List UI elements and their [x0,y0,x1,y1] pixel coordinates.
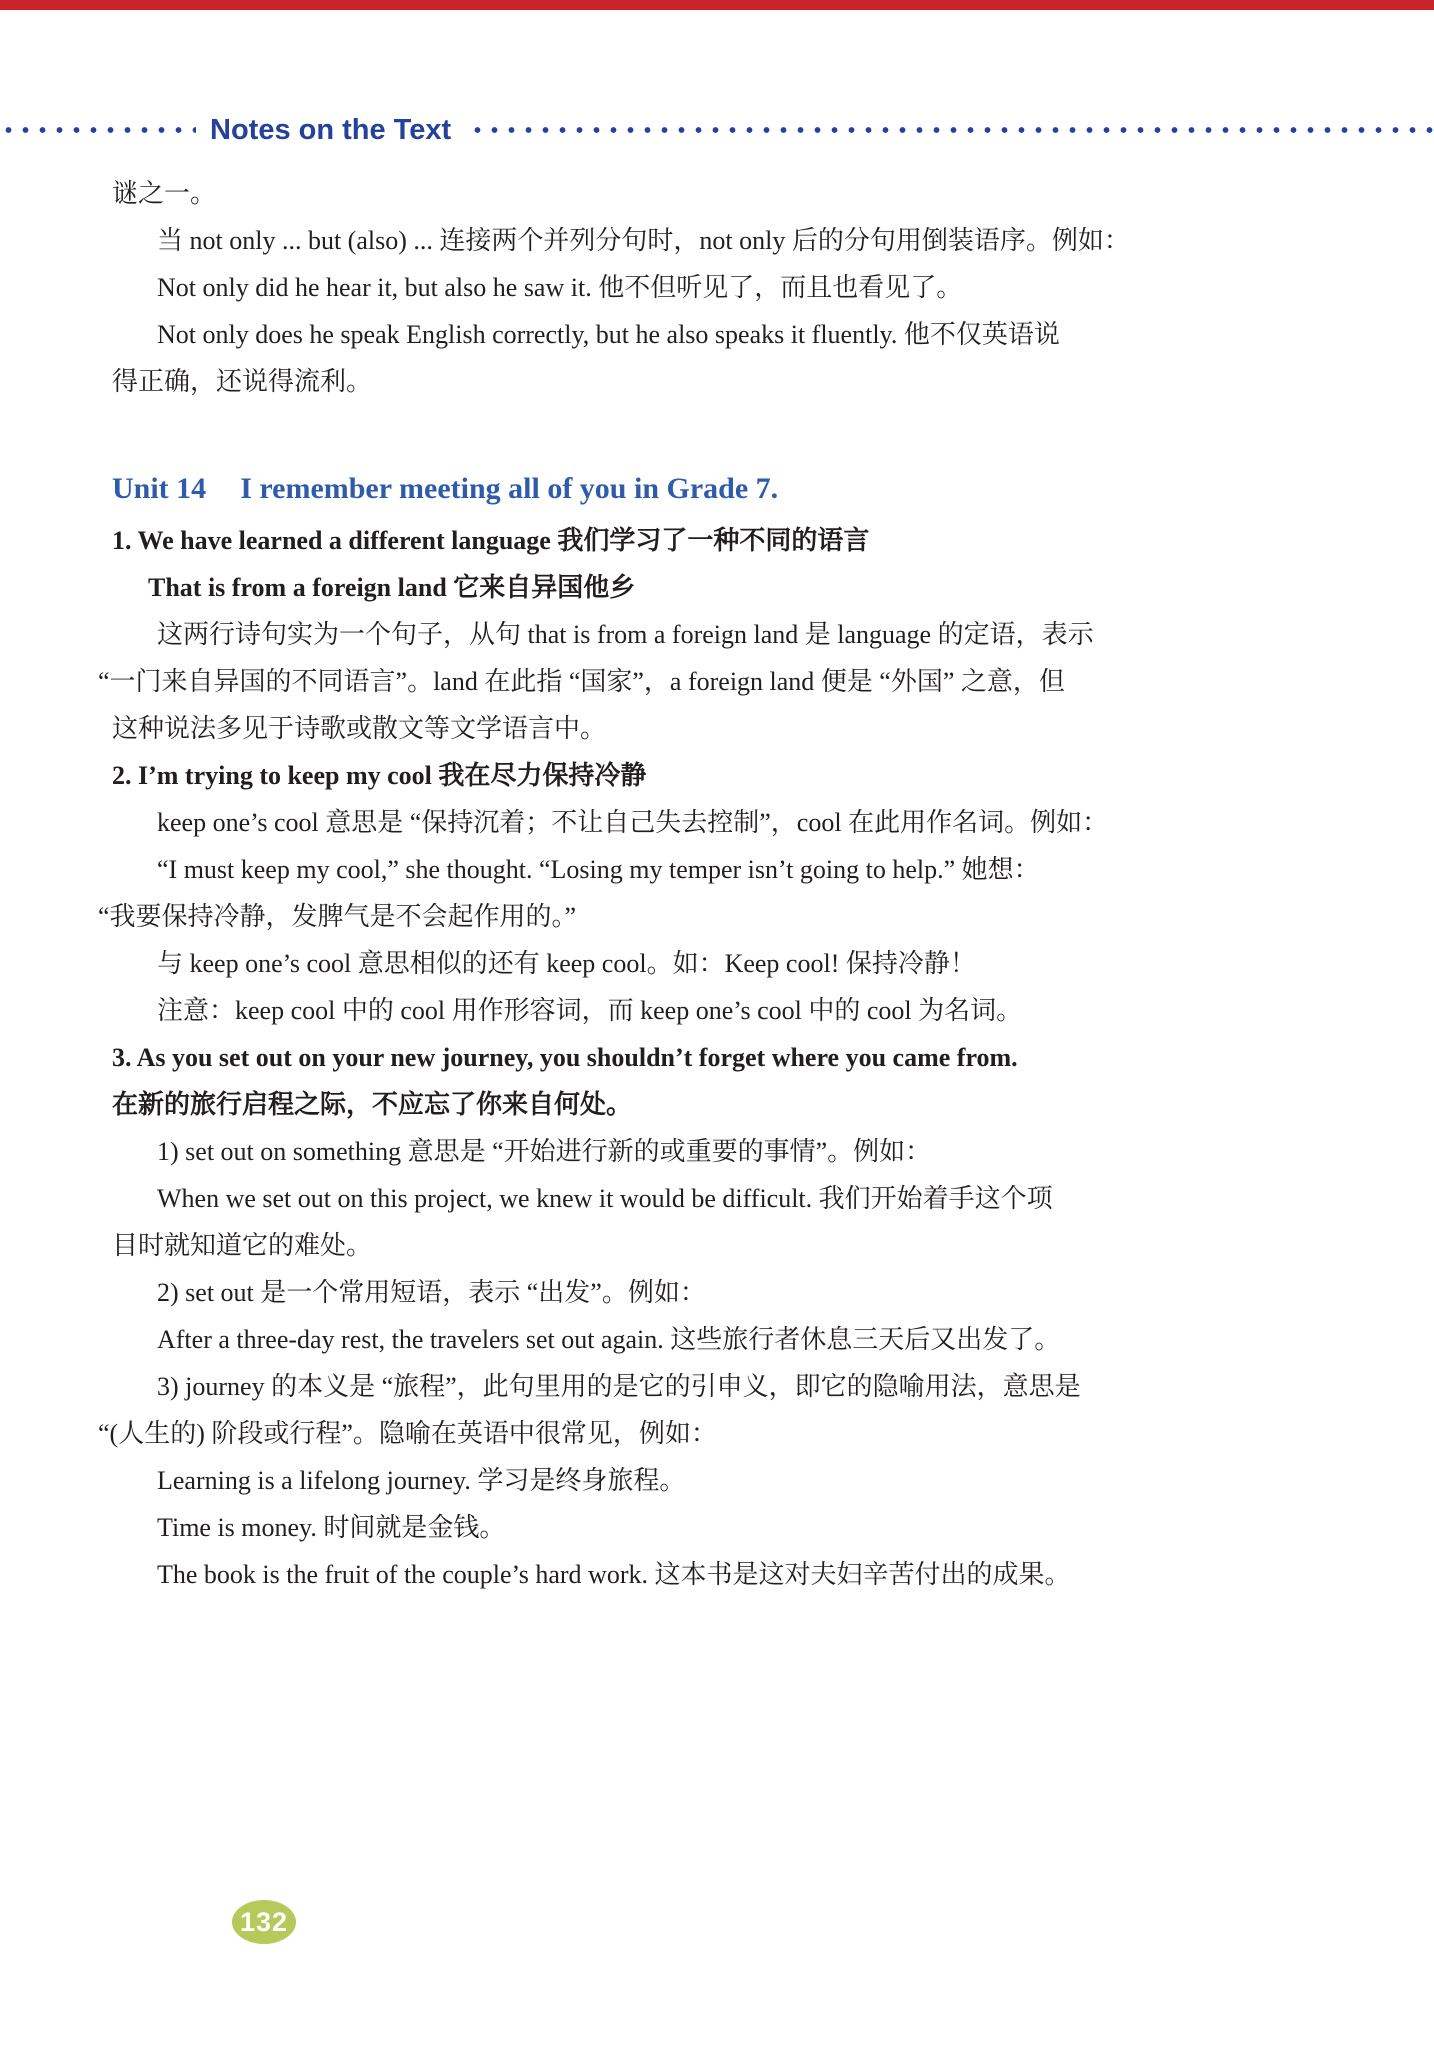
unit-heading [112,467,1342,511]
note-heading: 1. We have learned a different language 我们学习了一种不同的语言 [112,526,870,555]
text-line: Learning is a lifelong journey. 学习是终身旅程。 [157,1466,686,1495]
text-line: “(人生的) 阶段或行程”。隐喻在英语中很常见，例如： [98,1419,717,1448]
page-header [0,108,1434,152]
notes-content [98,170,1342,1598]
unit-label: Unit 14 [112,472,207,505]
dotted-rule-left [0,125,196,135]
text-line: 得正确，还说得流利。 [112,367,373,396]
text-line: 与 keep one’s cool 意思相似的还有 keep cool。如：Keep cool! 保持冷静！ [157,949,976,978]
note-heading: 在新的旅行启程之际，不应忘了你来自何处。 [112,1090,633,1119]
text-line: After a three-day rest, the travelers set out again. 这些旅行者休息三天后又出发了。 [157,1325,1061,1354]
page-number-badge [232,1900,296,1944]
text-line: Not only did he hear it, but also he saw it. 他不但听见了，而且也看见了。 [157,273,963,302]
note-heading: That is from a foreign land 它来自异国他乡 [148,573,636,602]
text-line: “一门来自异国的不同语言”。land 在此指 “国家”，a foreign land 便是 “外国” 之意，但 [98,667,1065,696]
text-line: The book is the fruit of the couple’s hard work. 这本书是这对夫妇辛苦付出的成果。 [157,1560,1071,1589]
text-line: When we set out on this project, we knew it would be difficult. 我们开始着手这个项 [157,1184,1053,1213]
unit-title: I remember meeting all of you in Grade 7. [240,472,779,505]
text-line: Not only does he speak English correctly, but he also speaks it fluently. 他不仅英语说 [157,320,1060,349]
text-line: Time is money. 时间就是金钱。 [157,1513,506,1542]
text-line: 目时就知道它的难处。 [112,1231,373,1260]
text-line: 2) set out 是一个常用短语，表示 “出发”。例如： [157,1278,706,1307]
page-number: 132 [239,1906,289,1937]
text-line: 这两行诗句实为一个句子，从句 that is from a foreign land 是 language 的定语，表示 [157,620,1094,649]
text-line: “我要保持冷静，发脾气是不会起作用的。” [98,902,577,931]
text-line: keep one’s cool 意思是 “保持沉着；不让自己失去控制”，cool 在此用作名词。例如： [157,808,1109,837]
text-line: 1) set out on something 意思是 “开始进行新的或重要的事情”。例如： [157,1137,932,1166]
text-line: 注意：keep cool 中的 cool 用作形容词，而 keep one’s cool 中的 cool 为名词。 [157,996,1023,1025]
text-line: 这种说法多见于诗歌或散文等文学语言中。 [112,714,607,743]
note-heading: 3. As you set out on your new journey, you shouldn’t forget where you came from. [112,1043,1018,1072]
top-edge-bar [0,0,1434,10]
dotted-rule-right [469,125,1434,135]
text-line: 谜之一。 [112,179,217,208]
note-heading: 2. I’m trying to keep my cool 我在尽力保持冷静 [112,761,647,790]
text-line: 当 not only ... but (also) ... 连接两个并列分句时，not only 后的分句用倒装语序。例如： [157,226,1130,255]
text-line: 3) journey 的本义是 “旅程”，此句里用的是它的引申义，即它的隐喻用法，意思是 [157,1372,1081,1401]
page-header-title: Notes on the Text [210,113,452,146]
text-line: “I must keep my cool,” she thought. “Losing my temper isn’t going to help.” 她想： [157,855,1040,884]
